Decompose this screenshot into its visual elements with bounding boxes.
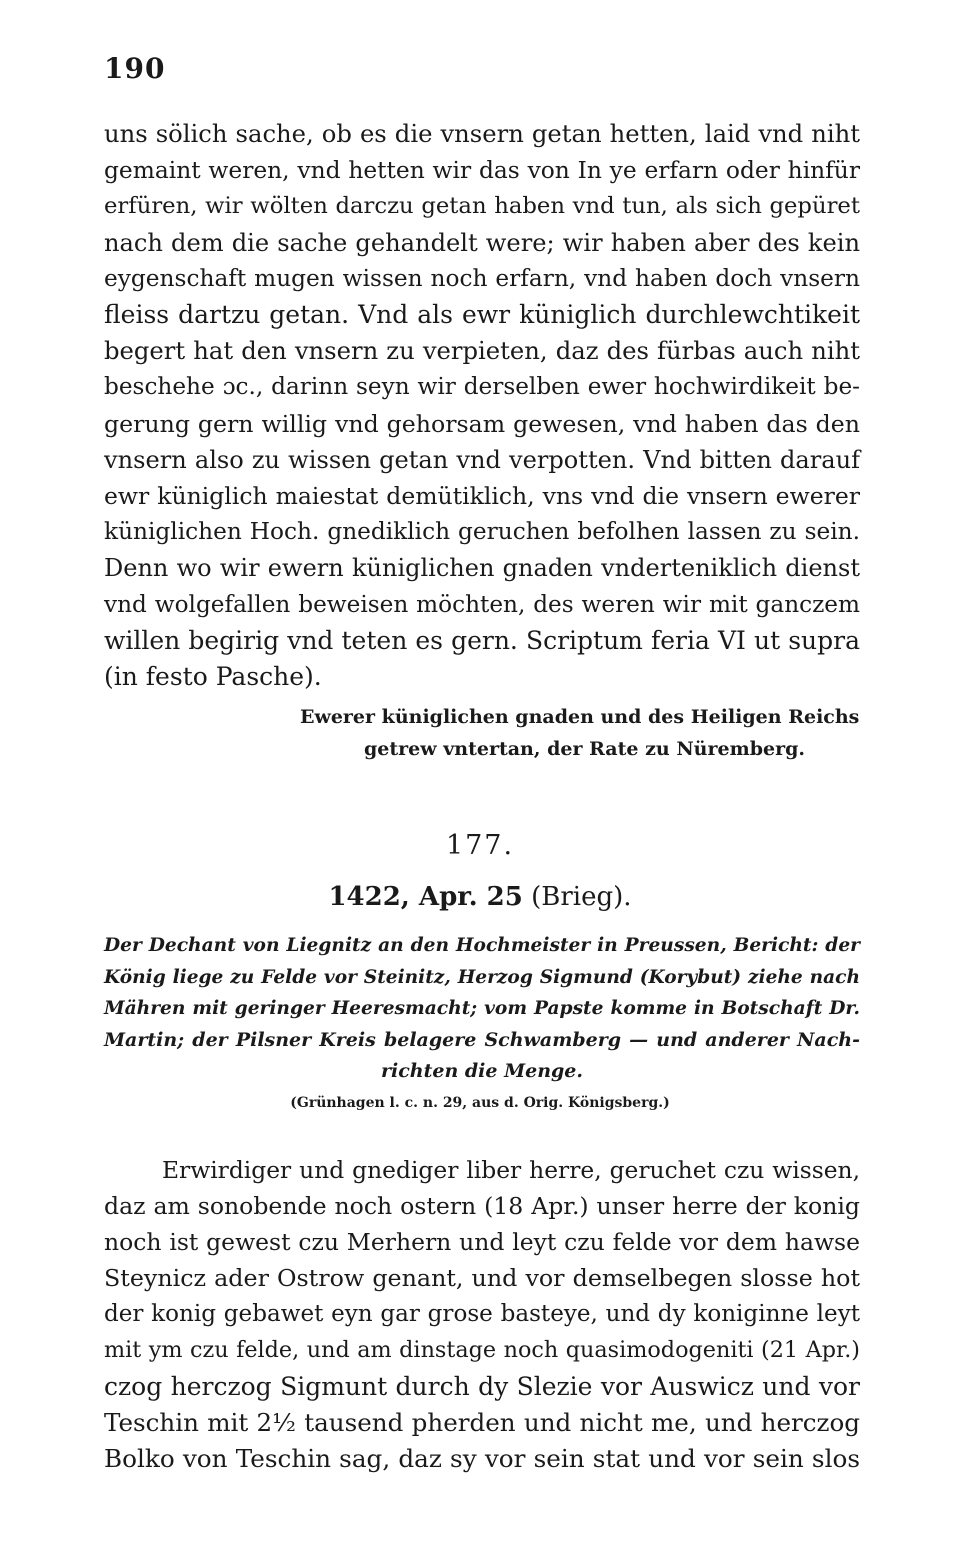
text-line: czog herczog Sigmunt durch dy Slezie vor Auswicz und vor xyxy=(104,1371,860,1401)
summary-line: Martin; der Pilsner Kreis belagere Schwamberg — und anderer Nach- xyxy=(104,1028,860,1051)
closing-line: getrew vntertan, der Rate zu Nüremberg. xyxy=(364,738,805,760)
text-line: begert hat den vnsern zu verpieten, daz des fürbas auch niht xyxy=(104,336,860,366)
letter-text-paragraph xyxy=(104,1152,860,1477)
text-line: willen begirig vnd teten es gern. Scriptum feria VI ut supra xyxy=(104,625,860,655)
source-citation: (Grünhagen l. c. n. 29, aus d. Orig. Königsberg.) xyxy=(290,1095,670,1111)
letter-body-paragraph xyxy=(104,116,860,695)
text-line: Bolko von Teschin sag, daz sy vor sein stat und vor sein slos xyxy=(104,1443,860,1473)
text-line: mit ym czu felde, und am dinstage noch quasimodogeniti (21 Apr.) xyxy=(104,1337,860,1364)
text-line: ewr küniglich maiestat demütiklich, vns vnd die vnsern ewerer xyxy=(104,482,860,511)
text-line: vnd wolgefallen beweisen möchten, des weren wir mit ganczem xyxy=(104,590,860,618)
summary-line: richten die Menge. xyxy=(380,1060,584,1082)
text-line: uns sölich sache, ob es die vnsern getan hetten, laid vnd niht xyxy=(104,119,860,148)
summary-line: Der Dechant von Liegnitz an den Hochmeister in Preussen, Bericht: der xyxy=(104,935,860,956)
text-line: gerung gern willig vnd gehorsam gewesen, vnd haben das den xyxy=(104,409,860,438)
text-line: eygenschaft mugen wissen noch erfarn, vnd haben doch vnsern xyxy=(104,264,860,292)
text-line: Steynicz ader Ostrow genant, und vor demselbegen slosse hot xyxy=(104,1264,860,1293)
text-line: der konig gebawet eyn gar grose basteye, und dy koniginne leyt xyxy=(104,1301,860,1328)
text-line: vnsern also zu wissen getan vnd verpotten. Vnd bitten darauf xyxy=(104,445,860,474)
text-line: erfüren, wir wölten darczu getan haben vnd tun, als sich gepüret xyxy=(104,193,860,220)
text-line: Teschin mit 2½ tausend pherden und nicht me, und herczog xyxy=(104,1407,860,1437)
document-date: 1422, Apr. 25 xyxy=(328,882,523,912)
page-number: 190 xyxy=(104,52,166,85)
summary-line: Mähren mit geringer Heeresmacht; vom Papste komme in Botschaft Dr. xyxy=(104,998,860,1019)
text-line: gemaint weren, vnd hetten wir das von In ye erfarn oder hinfür xyxy=(104,156,860,185)
text-line: fleiss dartzu getan. Vnd als ewr küniglich durchlewchtikeit xyxy=(104,300,860,330)
summary-line: König liege zu Felde vor Steinitz, Herzog Sigmund (Korybut) ziehe nach xyxy=(104,966,860,988)
text-line: noch ist gewest czu Merhern und leyt czu felde vor dem hawse xyxy=(104,1228,860,1257)
document-summary xyxy=(104,930,860,1088)
text-line: daz am sonobende noch ostern (18 Apr.) unser herre der konig xyxy=(104,1192,860,1221)
text-line: beschehe ɔc., darinn seyn wir derselben ewer hochwirdikeit be- xyxy=(104,373,860,401)
text-line: küniglichen Hoch. gnediklich geruchen befolhen lassen zu sein. xyxy=(104,518,860,546)
text-line: Erwirdiger und gnediger liber herre, geruchet czu wissen, xyxy=(162,1156,860,1184)
document-date-heading xyxy=(0,882,960,912)
document-number: 177. xyxy=(445,830,515,861)
text-line: Denn wo wir ewern küniglichen gnaden vnderteniklich dienst xyxy=(104,554,860,583)
document-place: (Brieg). xyxy=(531,882,632,912)
closing-line: Ewerer küniglichen gnaden und des Heiligen Reichs xyxy=(300,706,860,728)
text-line: (in festo Pasche). xyxy=(104,662,322,692)
text-line: nach dem die sache gehandelt were; wir haben aber des kein xyxy=(104,228,860,257)
